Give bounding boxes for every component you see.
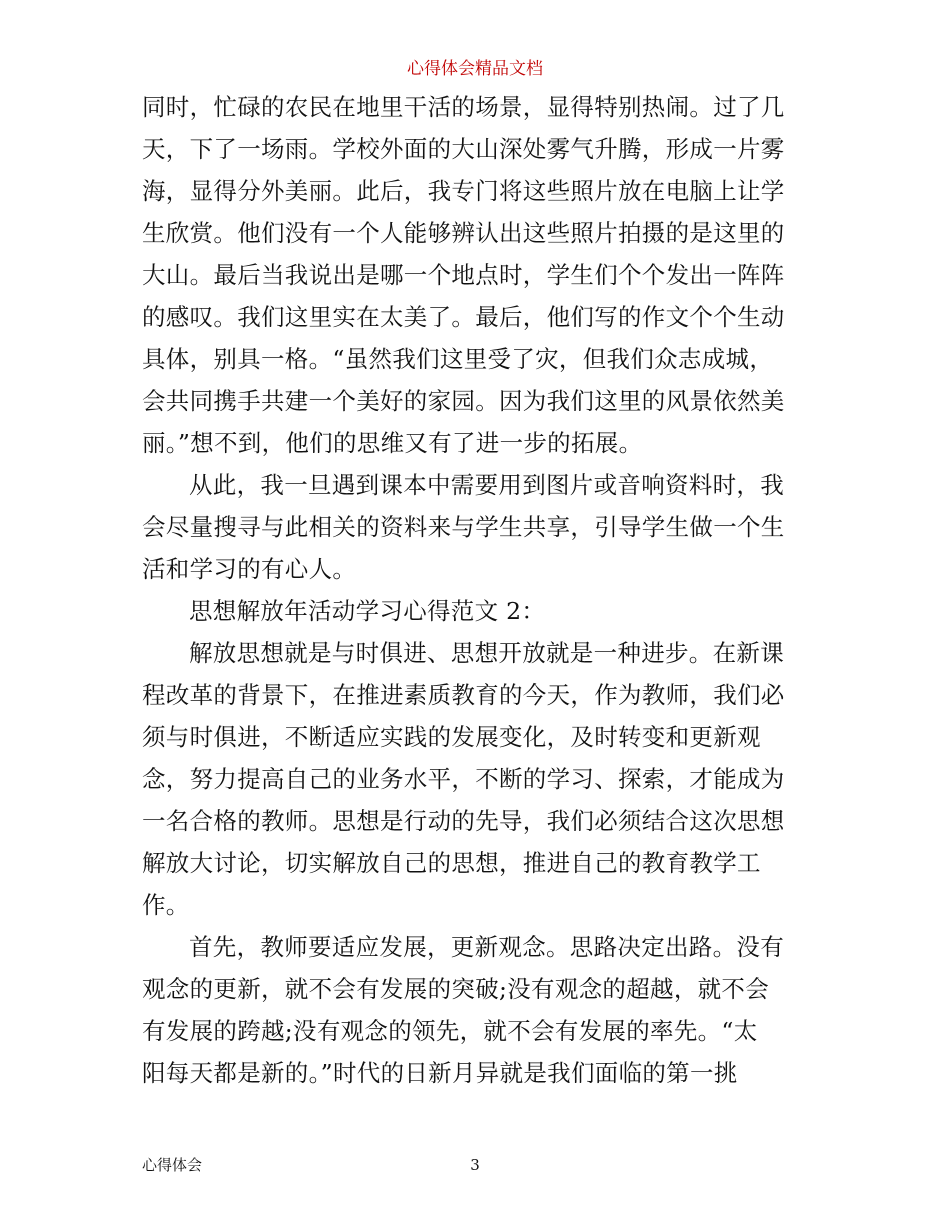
body-line: 程改革的背景下，在推进素质教育的今天，作为教师，我们必: [142, 681, 785, 709]
body-line: 活和学习的有心人。: [142, 555, 357, 583]
body-line: 须与时俱进，不断适应实践的发展变化，及时转变和更新观: [142, 723, 761, 751]
body-line: 天，下了一场雨。学校外面的大山深处雾气升腾，形成一片雾: [142, 135, 785, 163]
body-line: 阳每天都是新的。”时代的日新月异就是我们面临的第一挑: [142, 1059, 738, 1087]
paragraph-start-line: 首先，教师要适应发展，更新观念。思路决定出路。没有: [189, 933, 784, 961]
body-line: 念，努力提高自己的业务水平，不断的学习、探索，才能成为: [142, 765, 785, 793]
body-line: 观念的更新，就不会有发展的突破;没有观念的超越，就不会: [142, 975, 770, 1003]
body-line: 的感叹。我们这里实在太美了。最后，他们写的作文个个生动: [142, 303, 785, 331]
body-line: 有发展的跨越;没有观念的领先，就不会有发展的率先。“太: [142, 1017, 758, 1045]
body-line: 会尽量搜寻与此相关的资料来与学生共享，引导学生做一个生: [142, 513, 785, 541]
paragraph-start-line: 解放思想就是与时俱进、思想开放就是一种进步。在新课: [189, 639, 784, 667]
document-header-title: 心得体会精品文档: [407, 59, 543, 79]
section-heading: 思想解放年活动学习心得范文 2：: [189, 597, 546, 625]
body-line: 会共同携手共建一个美好的家园。因为我们这里的风景依然美: [142, 387, 785, 415]
body-line: 大山。最后当我说出是哪一个地点时，学生们个个发出一阵阵: [142, 261, 785, 289]
page-number: 3: [470, 1156, 480, 1174]
body-line: 一名合格的教师。思想是行动的先导，我们必须结合这次思想: [142, 807, 785, 835]
body-line: 生欣赏。他们没有一个人能够辨认出这些照片拍摄的是这里的: [142, 219, 785, 247]
body-line: 海，显得分外美丽。此后，我专门将这些照片放在电脑上让学: [142, 177, 785, 205]
body-line: 丽。”想不到，他们的思维又有了进一步的拓展。: [142, 429, 643, 457]
body-line: 同时，忙碌的农民在地里干活的场景，显得特别热闹。过了几: [142, 93, 785, 121]
footer-label: 心得体会: [142, 1156, 203, 1174]
paragraph-start-line: 从此，我一旦遇到课本中需要用到图片或音响资料时，我: [189, 471, 784, 499]
document-body: [142, 86, 814, 1094]
body-line: 作。: [142, 891, 190, 919]
body-line: 解放大讨论，切实解放自己的思想，推进自己的教育教学工: [142, 849, 761, 877]
body-line: 具体，别具一格。“虽然我们这里受了灾，但我们众志成城，: [142, 345, 774, 373]
